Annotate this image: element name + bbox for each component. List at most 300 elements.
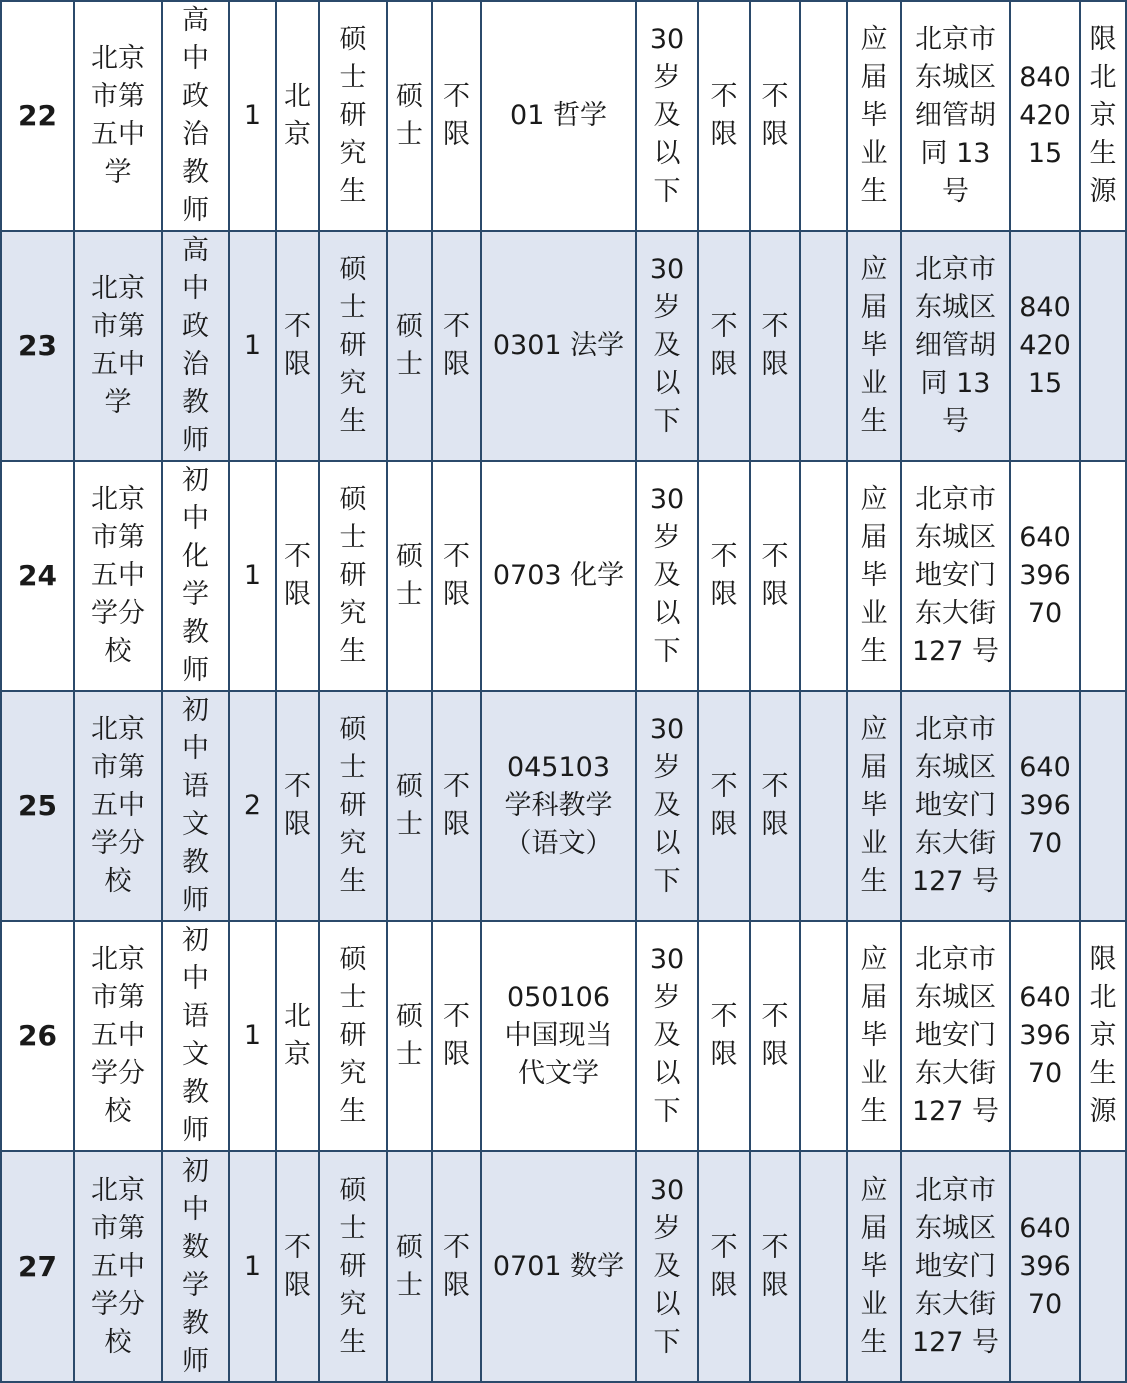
unit-cell-line: 北京: [91, 714, 145, 745]
unit-cell-line: 五中: [91, 560, 145, 591]
phone-cell-line: 840: [1019, 62, 1071, 93]
age-cell: [636, 461, 698, 691]
household-cell: [276, 231, 319, 461]
unit-cell-line: 北京: [91, 273, 145, 304]
address-cell-line: 东大街: [915, 828, 996, 859]
education-cell: [319, 461, 387, 691]
unit-cell: [74, 1, 162, 231]
position-cell-line: 化: [182, 541, 209, 572]
count-cell-text: 1: [243, 100, 262, 131]
major-cell: [481, 461, 636, 691]
experience-cell-line: 不: [761, 81, 789, 112]
education-cell: [319, 1, 387, 231]
position-cell: [162, 691, 229, 921]
experience-cell-line: 限: [761, 579, 789, 610]
position-cell-line: 中: [182, 43, 209, 74]
unit-cell-line: 五中: [91, 790, 145, 821]
unit-cell-line: 学: [104, 157, 132, 188]
position-cell: [162, 1, 229, 231]
note-cell-line: 北: [1089, 982, 1117, 1013]
position-cell-line: 师: [182, 1345, 209, 1377]
unit-cell-line: 学分: [91, 828, 145, 859]
address-cell-line: 东城区: [915, 62, 996, 93]
phone-cell: [1010, 231, 1080, 461]
source-cell-line: 毕: [860, 100, 888, 131]
source-cell-line: 届: [860, 62, 888, 93]
position-cell-line: 师: [182, 885, 209, 916]
position-cell-line: 治: [182, 349, 209, 380]
education-cell-line: 究: [339, 1058, 367, 1089]
political-cell-line: 不: [443, 541, 470, 572]
major-cell-line: 0301 法学: [492, 330, 625, 361]
title-requirement-cell: [698, 1, 750, 231]
experience-cell-line: 限: [761, 119, 789, 150]
source-cell-line: 应: [860, 484, 888, 515]
political-cell-line: 不: [443, 771, 470, 802]
experience-cell-line: 限: [761, 349, 789, 380]
note-cell: [1080, 921, 1126, 1151]
age-cell-line: 30: [649, 714, 685, 745]
source-cell-line: 生: [860, 636, 888, 667]
row-number-text: 27: [18, 1249, 57, 1283]
other-cell: [800, 231, 847, 461]
position-cell-line: 中: [182, 963, 209, 994]
source-cell-line: 毕: [860, 790, 888, 821]
position-cell-line: 教: [182, 1077, 209, 1108]
row-number: [1, 461, 74, 691]
major-cell-line: 050106: [506, 982, 611, 1013]
count-cell-text: 2: [243, 790, 262, 821]
address-cell-line: 同 13: [920, 368, 991, 399]
note-cell-line: 北: [1089, 62, 1117, 93]
age-cell-line: 及: [653, 560, 681, 591]
unit-cell-line: 北京: [91, 1174, 145, 1206]
household-cell-line: 北: [284, 1001, 311, 1032]
age-cell-line: 岁: [653, 522, 681, 553]
unit-cell-line: 市第: [91, 311, 145, 342]
table-row: [1, 1151, 1126, 1382]
phone-cell-line: 640: [1019, 982, 1071, 1013]
other-cell: [800, 1, 847, 231]
position-cell-line: 教: [182, 847, 209, 878]
row-number: [1, 231, 74, 461]
note-cell: [1080, 691, 1126, 921]
position-cell-line: 教: [182, 157, 209, 188]
position-cell-line: 教: [182, 1307, 209, 1339]
other-cell: [800, 691, 847, 921]
address-cell-line: 地安门: [915, 1020, 996, 1051]
position-cell-line: 政: [182, 81, 209, 112]
position-cell-line: 数: [182, 1231, 209, 1263]
unit-cell: [74, 1151, 162, 1382]
source-cell-line: 生: [860, 176, 888, 207]
household-cell: [276, 1, 319, 231]
position-cell-line: 学: [182, 1269, 209, 1301]
major-cell: [481, 691, 636, 921]
education-cell-line: 生: [339, 866, 367, 897]
table-row: [1, 231, 1126, 461]
address-cell: [901, 231, 1010, 461]
source-cell-line: 届: [860, 752, 888, 783]
age-cell-line: 及: [653, 790, 681, 821]
address-cell-line: 地安门: [915, 790, 996, 821]
phone-cell-line: 640: [1019, 752, 1071, 783]
source-cell-line: 应: [860, 254, 888, 285]
phone-cell-line: 396: [1019, 1250, 1071, 1282]
phone-cell: [1010, 921, 1080, 1151]
position-cell-line: 师: [182, 655, 209, 686]
note-cell-line: 京: [1089, 1020, 1117, 1051]
degree-cell-line: 士: [396, 809, 423, 840]
education-cell: [319, 1151, 387, 1382]
degree-cell-line: 士: [396, 119, 423, 150]
education-cell-line: 硕: [339, 484, 367, 515]
position-cell-line: 文: [182, 1039, 209, 1070]
count-cell: [229, 461, 276, 691]
address-cell: [901, 921, 1010, 1151]
political-cell: [432, 231, 481, 461]
major-cell-line: 代文学: [518, 1058, 599, 1089]
experience-cell-line: 限: [761, 1039, 789, 1070]
unit-cell-line: 五中: [91, 119, 145, 150]
unit-cell-line: 五中: [91, 349, 145, 380]
note-cell-line: 源: [1089, 1096, 1117, 1127]
age-cell-line: 30: [649, 484, 685, 515]
education-cell-line: 士: [339, 1212, 367, 1244]
major-cell-line: 045103: [506, 752, 611, 783]
age-cell-line: 岁: [653, 292, 681, 323]
major-cell-line: 0703 化学: [492, 560, 625, 591]
count-cell-text: 1: [243, 1250, 262, 1282]
education-cell-line: 士: [339, 292, 367, 323]
address-cell-line: 127 号: [911, 1326, 1000, 1358]
title-requirement-cell-line: 限: [710, 809, 738, 840]
source-cell-line: 毕: [860, 560, 888, 591]
other-cell: [800, 921, 847, 1151]
address-cell-line: 细管胡: [915, 330, 996, 361]
political-cell-line: 不: [443, 81, 470, 112]
position-cell-line: 学: [182, 579, 209, 610]
education-cell-line: 究: [339, 1288, 367, 1320]
position-cell-line: 中: [182, 503, 209, 534]
title-requirement-cell-line: 限: [710, 579, 738, 610]
age-cell-line: 及: [653, 330, 681, 361]
address-cell-line: 地安门: [915, 560, 996, 591]
source-cell-line: 业: [860, 1058, 888, 1089]
education-cell: [319, 231, 387, 461]
unit-cell-line: 校: [104, 1326, 132, 1358]
degree-cell-line: 士: [396, 1269, 423, 1301]
experience-cell: [750, 231, 800, 461]
row-number-text: 25: [18, 789, 57, 822]
experience-cell-line: 不: [761, 1231, 789, 1263]
political-cell-line: 不: [443, 1001, 470, 1032]
unit-cell: [74, 461, 162, 691]
degree-cell: [387, 1151, 432, 1382]
household-cell-line: 限: [284, 349, 311, 380]
major-cell: [481, 921, 636, 1151]
household-cell-line: 限: [284, 1269, 311, 1301]
phone-cell-line: 15: [1027, 368, 1063, 399]
source-cell-line: 毕: [860, 1020, 888, 1051]
unit-cell: [74, 231, 162, 461]
unit-cell-line: 学分: [91, 1058, 145, 1089]
unit-cell-line: 学分: [91, 598, 145, 629]
address-cell: [901, 1151, 1010, 1382]
title-requirement-cell: [698, 691, 750, 921]
position-cell-line: 教: [182, 617, 209, 648]
note-cell-line: 京: [1089, 100, 1117, 131]
political-cell-line: 不: [443, 311, 470, 342]
address-cell-line: 127 号: [911, 636, 1000, 667]
position-cell-line: 中: [182, 733, 209, 764]
title-requirement-cell: [698, 461, 750, 691]
source-cell-line: 生: [860, 1326, 888, 1358]
age-cell: [636, 1151, 698, 1382]
phone-cell: [1010, 1, 1080, 231]
degree-cell: [387, 691, 432, 921]
experience-cell-line: 不: [761, 311, 789, 342]
source-cell-line: 届: [860, 982, 888, 1013]
address-cell-line: 北京市: [915, 24, 996, 55]
other-cell: [800, 461, 847, 691]
education-cell-line: 生: [339, 1326, 367, 1358]
political-cell: [432, 1151, 481, 1382]
degree-cell: [387, 461, 432, 691]
age-cell-line: 以: [653, 368, 681, 399]
row-number-text: 24: [18, 559, 57, 592]
title-requirement-cell: [698, 1151, 750, 1382]
degree-cell: [387, 1, 432, 231]
position-cell: [162, 231, 229, 461]
address-cell-line: 东城区: [915, 522, 996, 553]
position-cell-line: 中: [182, 273, 209, 304]
address-cell-line: 东城区: [915, 292, 996, 323]
age-cell-line: 下: [653, 1096, 681, 1127]
row-number: [1, 1, 74, 231]
experience-cell: [750, 461, 800, 691]
age-cell-line: 岁: [653, 752, 681, 783]
phone-cell-line: 15: [1027, 138, 1063, 169]
title-requirement-cell-line: 不: [710, 311, 738, 342]
title-requirement-cell-line: 不: [710, 1001, 738, 1032]
position-cell-line: 语: [182, 1001, 209, 1032]
political-cell-line: 限: [443, 579, 470, 610]
position-cell: [162, 461, 229, 691]
count-cell: [229, 1, 276, 231]
major-cell: [481, 1151, 636, 1382]
address-cell-line: 东城区: [915, 982, 996, 1013]
address-cell-line: 细管胡: [915, 100, 996, 131]
major-cell-line: 0701 数学: [492, 1250, 625, 1282]
unit-cell-line: 五中: [91, 1250, 145, 1282]
phone-cell-line: 420: [1019, 100, 1071, 131]
source-cell-line: 业: [860, 138, 888, 169]
household-cell-line: 京: [284, 119, 311, 150]
phone-cell: [1010, 691, 1080, 921]
political-cell-line: 限: [443, 1269, 470, 1301]
age-cell: [636, 921, 698, 1151]
table-row: [1, 921, 1126, 1151]
phone-cell-line: 420: [1019, 330, 1071, 361]
table-row: [1, 691, 1126, 921]
household-cell: [276, 691, 319, 921]
address-cell: [901, 1, 1010, 231]
note-cell: [1080, 1, 1126, 231]
education-cell: [319, 691, 387, 921]
unit-cell-line: 学分: [91, 1288, 145, 1320]
age-cell-line: 30: [649, 1174, 685, 1206]
source-cell-line: 业: [860, 598, 888, 629]
other-cell: [800, 1151, 847, 1382]
age-cell-line: 及: [653, 1250, 681, 1282]
experience-cell-line: 限: [761, 1269, 789, 1301]
political-cell: [432, 1, 481, 231]
source-cell-line: 生: [860, 1096, 888, 1127]
political-cell: [432, 461, 481, 691]
household-cell-line: 不: [284, 1231, 311, 1263]
count-cell: [229, 231, 276, 461]
age-cell-line: 以: [653, 1288, 681, 1320]
position-cell-line: 师: [182, 1115, 209, 1146]
title-requirement-cell: [698, 921, 750, 1151]
education-cell-line: 硕: [339, 944, 367, 975]
age-cell-line: 下: [653, 176, 681, 207]
address-cell-line: 地安门: [915, 1250, 996, 1282]
source-cell-line: 生: [860, 866, 888, 897]
degree-cell-line: 士: [396, 1039, 423, 1070]
source-cell-line: 业: [860, 828, 888, 859]
row-number: [1, 921, 74, 1151]
address-cell-line: 同 13: [920, 138, 991, 169]
source-cell-line: 应: [860, 714, 888, 745]
household-cell-line: 限: [284, 579, 311, 610]
age-cell-line: 下: [653, 866, 681, 897]
phone-cell: [1010, 1151, 1080, 1382]
age-cell-line: 下: [653, 406, 681, 437]
age-cell-line: 以: [653, 828, 681, 859]
unit-cell-line: 校: [104, 866, 132, 897]
education-cell-line: 究: [339, 828, 367, 859]
address-cell-line: 东城区: [915, 752, 996, 783]
phone-cell-line: 640: [1019, 522, 1071, 553]
degree-cell: [387, 231, 432, 461]
position-cell-line: 治: [182, 119, 209, 150]
degree-cell-line: 士: [396, 579, 423, 610]
address-cell-line: 127 号: [911, 1096, 1000, 1127]
unit-cell-line: 市第: [91, 81, 145, 112]
phone-cell-line: 70: [1027, 598, 1063, 629]
source-cell-line: 应: [860, 1174, 888, 1206]
education-cell-line: 究: [339, 368, 367, 399]
count-cell: [229, 691, 276, 921]
position-cell-line: 初: [182, 1155, 209, 1187]
phone-cell-line: 840: [1019, 292, 1071, 323]
title-requirement-cell-line: 限: [710, 1269, 738, 1301]
education-cell: [319, 921, 387, 1151]
position-cell-line: 教: [182, 387, 209, 418]
unit-cell-line: 北京: [91, 484, 145, 515]
political-cell: [432, 691, 481, 921]
unit-cell-line: 校: [104, 636, 132, 667]
education-cell-line: 士: [339, 62, 367, 93]
address-cell-line: 东大街: [915, 598, 996, 629]
note-cell: [1080, 1151, 1126, 1382]
household-cell-line: 北: [284, 81, 311, 112]
age-cell-line: 下: [653, 636, 681, 667]
household-cell-line: 不: [284, 541, 311, 572]
education-cell-line: 士: [339, 752, 367, 783]
education-cell-line: 士: [339, 522, 367, 553]
unit-cell-line: 市第: [91, 522, 145, 553]
title-requirement-cell-line: 不: [710, 1231, 738, 1263]
age-cell-line: 岁: [653, 1212, 681, 1244]
count-cell: [229, 1151, 276, 1382]
source-cell: [847, 1151, 901, 1382]
phone-cell-line: 396: [1019, 790, 1071, 821]
major-cell-line: 中国现当: [504, 1020, 613, 1051]
position-cell-line: 初: [182, 925, 209, 956]
position-cell-line: 中: [182, 1193, 209, 1225]
education-cell-line: 研: [339, 1250, 367, 1282]
degree-cell-line: 硕: [396, 81, 423, 112]
unit-cell-line: 市第: [91, 752, 145, 783]
phone-cell-line: 396: [1019, 560, 1071, 591]
unit-cell-line: 北京: [91, 944, 145, 975]
source-cell-line: 应: [860, 24, 888, 55]
experience-cell: [750, 921, 800, 1151]
row-number: [1, 1151, 74, 1382]
education-cell-line: 研: [339, 560, 367, 591]
unit-cell-line: 市第: [91, 1212, 145, 1244]
education-cell-line: 硕: [339, 1174, 367, 1206]
source-cell: [847, 231, 901, 461]
experience-cell-line: 不: [761, 541, 789, 572]
age-cell-line: 30: [649, 24, 685, 55]
count-cell: [229, 921, 276, 1151]
address-cell-line: 北京市: [915, 1174, 996, 1206]
degree-cell-line: 硕: [396, 771, 423, 802]
phone-cell-line: 396: [1019, 1020, 1071, 1051]
age-cell-line: 30: [649, 944, 685, 975]
position-cell-line: 高: [182, 235, 209, 266]
experience-cell: [750, 691, 800, 921]
unit-cell-line: 市第: [91, 982, 145, 1013]
position-cell-line: 初: [182, 695, 209, 726]
age-cell: [636, 1, 698, 231]
position-cell-line: 文: [182, 809, 209, 840]
unit-cell: [74, 921, 162, 1151]
address-cell-line: 东城区: [915, 1212, 996, 1244]
source-cell-line: 毕: [860, 330, 888, 361]
education-cell-line: 士: [339, 982, 367, 1013]
unit-cell: [74, 691, 162, 921]
degree-cell-line: 士: [396, 349, 423, 380]
title-requirement-cell-line: 限: [710, 1039, 738, 1070]
major-cell-line: 学科教学: [504, 790, 613, 821]
note-cell-line: 源: [1089, 176, 1117, 207]
degree-cell-line: 硕: [396, 541, 423, 572]
position-cell-line: 高: [182, 5, 209, 36]
count-cell-text: 1: [243, 1020, 262, 1051]
row-number-text: 23: [18, 329, 57, 362]
address-cell-line: 北京市: [915, 254, 996, 285]
political-cell: [432, 921, 481, 1151]
education-cell-line: 硕: [339, 254, 367, 285]
education-cell-line: 生: [339, 636, 367, 667]
table-row: [1, 1, 1126, 231]
phone-cell: [1010, 461, 1080, 691]
